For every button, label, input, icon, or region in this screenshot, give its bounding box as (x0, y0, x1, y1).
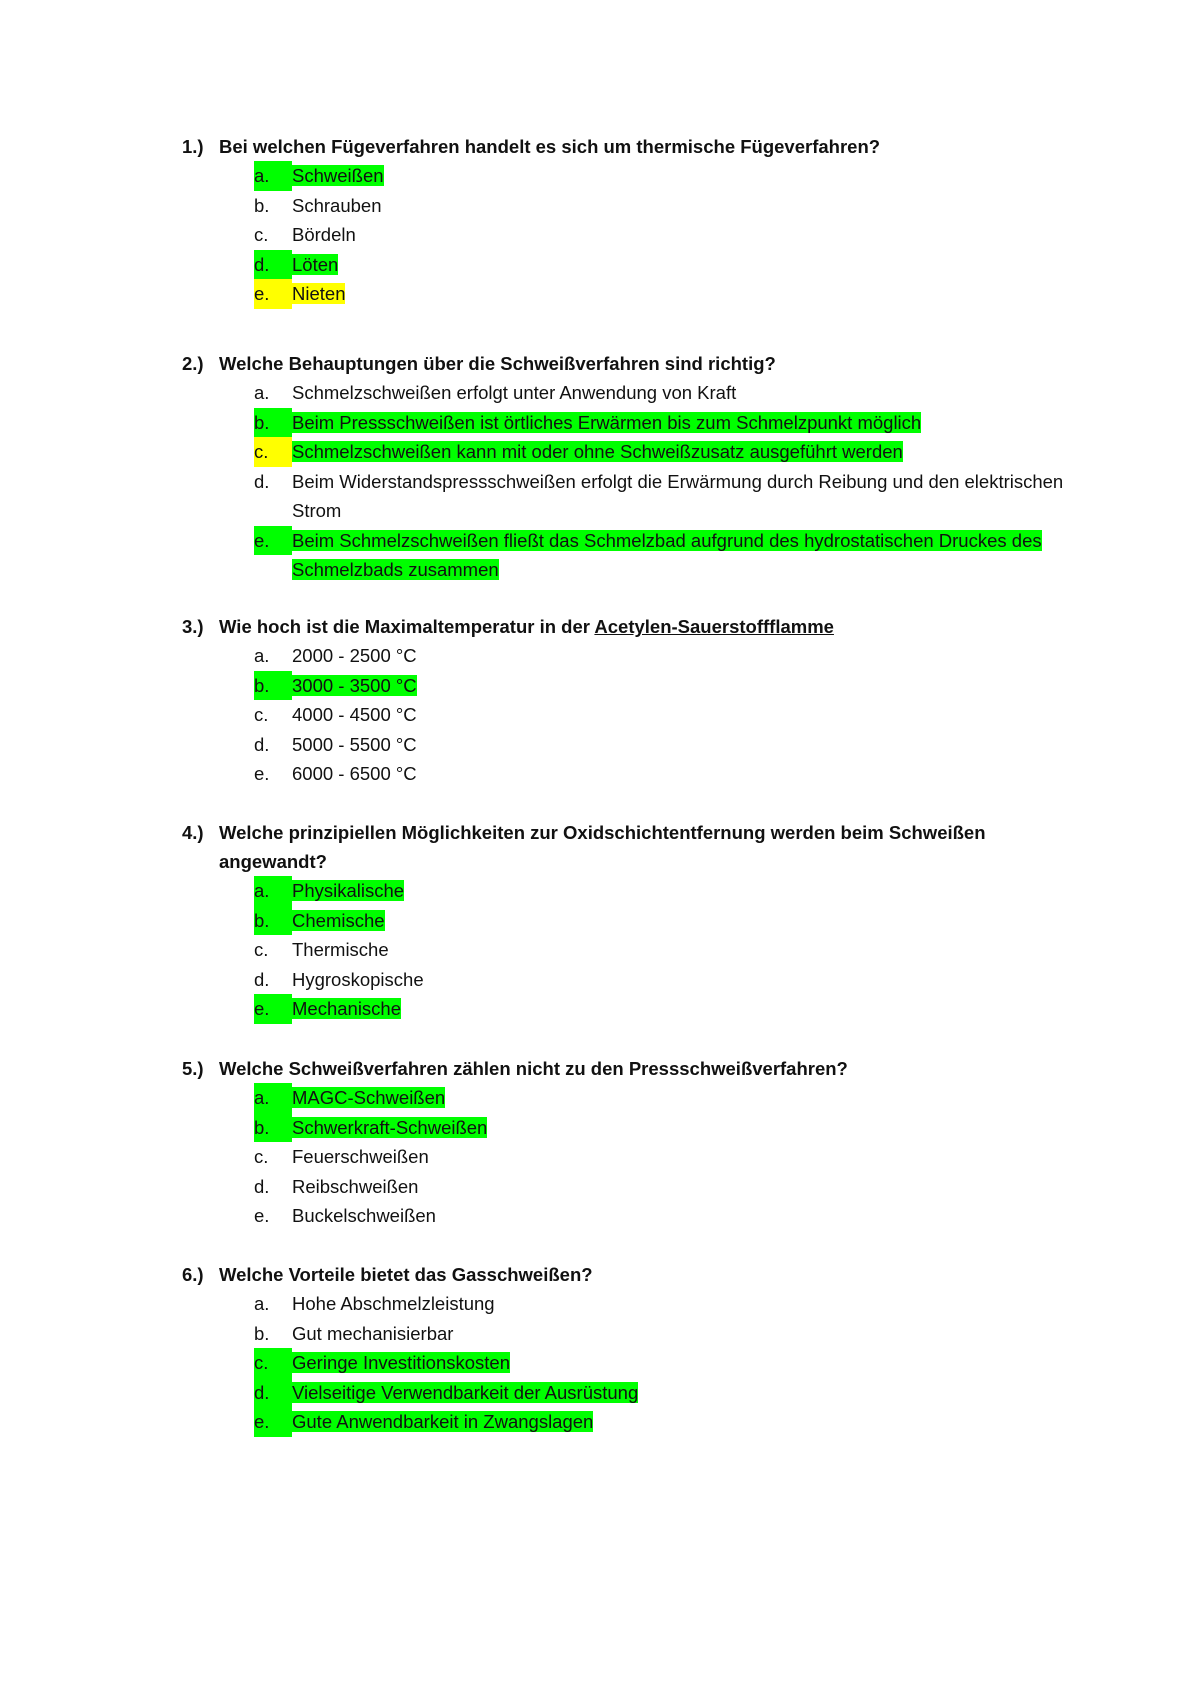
answer-letter: d. (254, 250, 292, 280)
answer-item (182, 1083, 1082, 1113)
question-4 (182, 818, 1082, 1024)
answer-letter: d. (254, 470, 270, 492)
answer-list (182, 1289, 1082, 1437)
answer-text: Bördeln (292, 224, 356, 245)
answer-text: Gute Anwendbarkeit in Zwangslagen (292, 1411, 594, 1432)
answer-item (182, 671, 1082, 701)
answer-text: Mechanische (292, 998, 402, 1019)
answer-text: Vielseitige Verwendbarkeit der Ausrüstung (292, 1381, 639, 1403)
answer-item (182, 437, 1082, 467)
answer-item (182, 935, 1082, 965)
answer-item (182, 467, 1082, 526)
question-6-heading (182, 1260, 1082, 1289)
answer-letter: c. (254, 437, 292, 467)
answer-item (182, 876, 1082, 906)
question-3-heading (182, 612, 1082, 641)
answer-item (182, 759, 1082, 789)
answer-text: 6000 - 6500 °C (292, 763, 417, 784)
answer-item (182, 191, 1082, 221)
answer-letter: c. (254, 224, 269, 245)
question-3 (182, 612, 1082, 789)
answer-letter: d. (254, 1378, 292, 1408)
answer-letter: b. (254, 671, 292, 701)
question-6 (182, 1260, 1082, 1437)
answer-item (182, 1289, 1082, 1319)
question-number: 3.) (182, 616, 204, 637)
answer-text: 2000 - 2500 °C (292, 645, 417, 666)
question-text: Bei welchen Fügeverfahren handelt es sich um thermische Fügeverfahren? (219, 136, 881, 157)
answer-text: Hygroskopische (292, 968, 424, 990)
answer-letter: a. (254, 876, 292, 906)
answer-letter: c. (254, 704, 269, 725)
answer-text: Schrauben (292, 194, 382, 216)
answer-letter: a. (254, 382, 270, 403)
answer-letter: e. (254, 994, 292, 1024)
answer-letter: c. (254, 939, 269, 960)
answer-letter: c. (254, 1146, 269, 1167)
answer-letter: a. (254, 645, 270, 666)
answer-text: 3000 - 3500 °C (292, 674, 417, 696)
answer-item (182, 1142, 1082, 1172)
answer-letter: d. (254, 733, 270, 755)
answer-text: Schweißen (292, 165, 384, 186)
question-text (219, 612, 834, 641)
answer-item (182, 906, 1082, 936)
answer-item (182, 965, 1082, 995)
answer-text: 5000 - 5500 °C (292, 733, 417, 755)
question-number: 2.) (182, 353, 204, 374)
question-5 (182, 1054, 1082, 1231)
answer-item (182, 700, 1082, 730)
question-1-heading (182, 132, 1082, 161)
answer-text: MAGC-Schweißen (292, 1087, 446, 1108)
answer-list (182, 378, 1082, 585)
answer-letter: b. (254, 408, 292, 438)
answer-text: Schmelzschweißen erfolgt unter Anwendung von Kraft (292, 382, 737, 403)
question-text: Welche Schweißverfahren zählen nicht zu den Pressschweißverfahren? (219, 1058, 848, 1079)
answer-item (182, 378, 1082, 408)
answer-letter: b. (254, 1113, 292, 1143)
answer-list (182, 876, 1082, 1024)
answer-letter: e. (254, 1205, 270, 1226)
answer-item (182, 730, 1082, 760)
answer-letter: b. (254, 194, 270, 216)
answer-letter: e. (254, 1407, 292, 1437)
answer-letter: a. (254, 161, 292, 191)
answer-text: Gut mechanisierbar (292, 1322, 454, 1344)
answer-item (182, 526, 1082, 585)
answer-text: Schwerkraft-Schweißen (292, 1116, 488, 1138)
answer-letter: d. (254, 968, 270, 990)
answer-letter: b. (254, 906, 292, 936)
answer-item (182, 220, 1082, 250)
answer-item (182, 641, 1082, 671)
answer-letter: b. (254, 1322, 270, 1344)
answer-text: Beim Widerstandspressschweißen erfolgt die Erwärmung durch Reibung und den elektrischen Strom (292, 470, 1064, 521)
answer-letter: d. (254, 1175, 270, 1197)
answer-text: 4000 - 4500 °C (292, 704, 417, 725)
answer-text: Thermische (292, 939, 389, 960)
question-number: 1.) (182, 136, 204, 157)
question-number: 6.) (182, 1264, 204, 1285)
answer-text: Löten (292, 253, 339, 275)
answer-item (182, 1378, 1082, 1408)
question-2 (182, 349, 1082, 585)
answer-item (182, 1113, 1082, 1143)
question-1 (182, 132, 1082, 309)
answer-letter: e. (254, 279, 292, 309)
answer-letter: a. (254, 1293, 270, 1314)
answer-letter: e. (254, 763, 270, 784)
answer-text: Schmelzschweißen kann mit oder ohne Schweißzusatz ausgeführt werden (292, 441, 903, 462)
answer-text: Chemische (292, 909, 385, 931)
answer-item (182, 279, 1082, 309)
answer-text: Beim Schmelzschweißen fließt das Schmelzbad aufgrund des hydrostatischen Druckes des Schmelzbads zusammen (292, 529, 1042, 580)
answer-item (182, 1319, 1082, 1349)
question-4-heading (182, 818, 1082, 876)
answer-text: Hohe Abschmelzleistung (292, 1293, 495, 1314)
question-5-heading (182, 1054, 1082, 1083)
answer-list (182, 1083, 1082, 1231)
answer-text: Reibschweißen (292, 1175, 419, 1197)
answer-item (182, 994, 1082, 1024)
question-number: 5.) (182, 1058, 204, 1079)
answer-text: Nieten (292, 283, 346, 304)
question-text: Welche prinzipiellen Möglichkeiten zur Oxidschichtentfernung werden beim Schweißen angewandt? (219, 822, 986, 872)
underlined-term: Acetylen-Sauerstoffflamme (594, 616, 834, 637)
answer-item (182, 1172, 1082, 1202)
question-number: 4.) (182, 822, 204, 843)
question-2-heading (182, 349, 1082, 378)
answer-list (182, 641, 1082, 789)
answer-text: Geringe Investitionskosten (292, 1352, 511, 1373)
answer-item (182, 1201, 1082, 1231)
answer-letter: e. (254, 526, 292, 556)
answer-item (182, 1348, 1082, 1378)
answer-text: Buckelschweißen (292, 1205, 436, 1226)
question-text: Welche Vorteile bietet das Gasschweißen? (219, 1264, 593, 1285)
answer-letter: a. (254, 1083, 292, 1113)
answer-list (182, 161, 1082, 309)
answer-letter: c. (254, 1348, 292, 1378)
answer-item (182, 250, 1082, 280)
answer-item (182, 408, 1082, 438)
answer-text: Beim Pressschweißen ist örtliches Erwärmen bis zum Schmelzpunkt möglich (292, 411, 922, 433)
answer-text: Physikalische (292, 880, 405, 901)
answer-item (182, 1407, 1082, 1437)
answer-item (182, 161, 1082, 191)
question-text: Welche Behauptungen über die Schweißverfahren sind richtig? (219, 353, 776, 374)
question-text-start: Wie hoch ist die Maximaltemperatur in der (219, 616, 595, 637)
answer-text: Feuerschweißen (292, 1146, 429, 1167)
